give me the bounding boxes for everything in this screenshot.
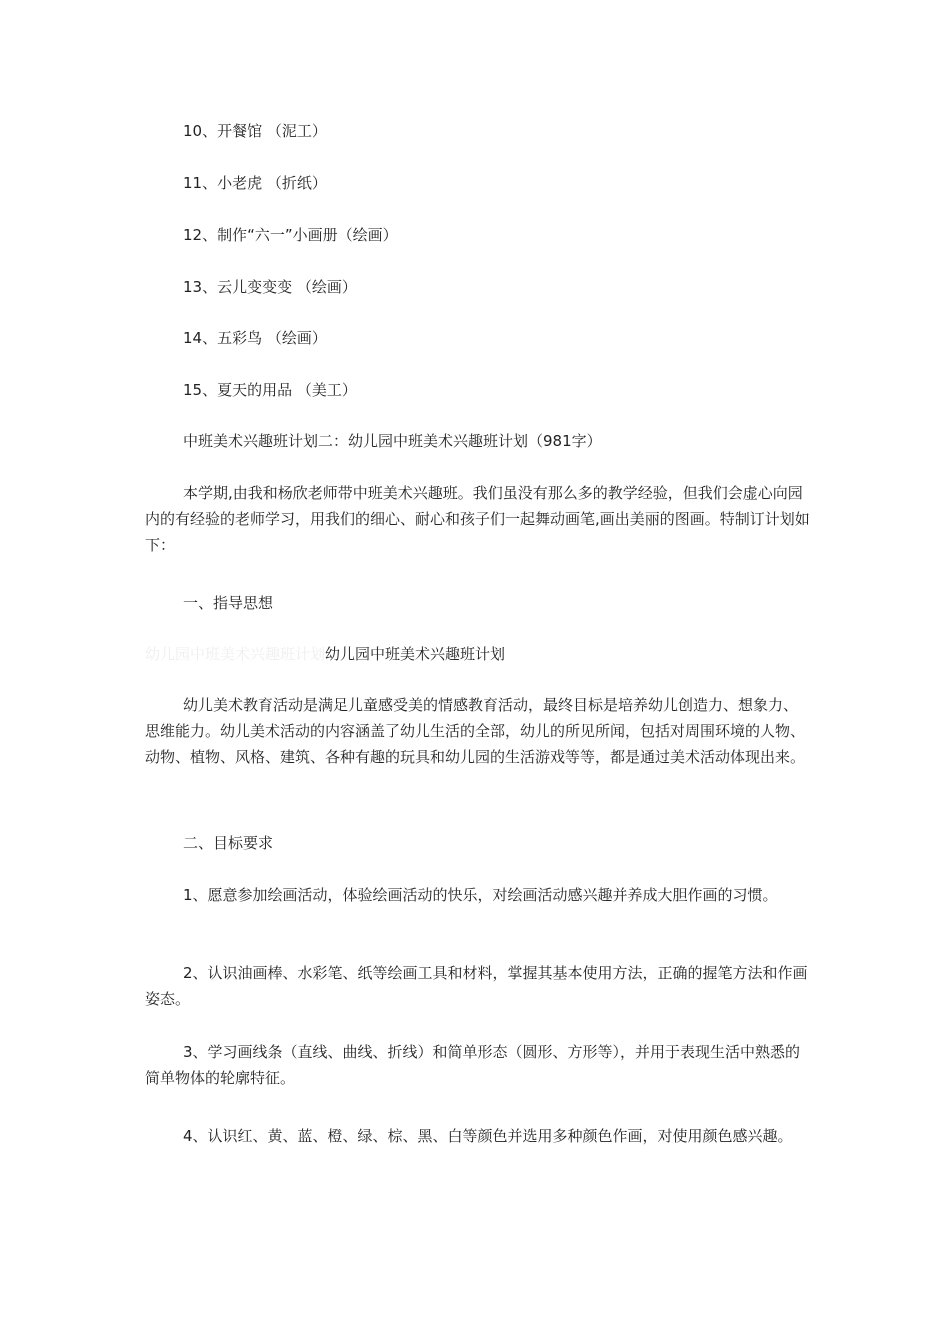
heading-guiding: 一、指导思想 <box>183 594 274 612</box>
list-item: 14、五彩鸟 （绘画） <box>183 329 327 347</box>
heading-goals: 二、目标要求 <box>183 834 274 852</box>
list-item: 15、夏天的用品 （美工） <box>183 381 357 399</box>
goal-item: 4、认识红、黄、蓝、橙、绿、棕、黑、白等颜色并选用多种颜色作画，对使用颜色感兴趣。 <box>183 1127 793 1145</box>
subtitle: 中班美术兴趣班计划二：幼儿园中班美术兴趣班计划（981字） <box>183 432 602 450</box>
faint-title: 幼儿园中班美术兴趣班计划 <box>145 645 326 663</box>
intro-paragraph: 本学期,由我和杨欣老师带中班美术兴趣班。我们虽没有那么多的教学经验，但我们会虚心向园内的有经验的老师学习，用我们的细心、耐心和孩子们一起舞动画笔,画出美丽的图画。特制订计划如下： <box>145 484 810 554</box>
paragraph: 幼儿美术教育活动是满足儿童感受美的情感教育活动，最终目标是培养幼儿创造力、想象力、思维能力。幼儿美术活动的内容涵盖了幼儿生活的全部，幼儿的所见所闻，包括对周围环境的人物、动物、植物、风格、建筑、各种有趣的玩具和幼儿园的生活游戏等等，都是通过美术活动体现出来。 <box>145 696 806 766</box>
list-item: 12、制作“六一”小画册（绘画） <box>183 226 398 244</box>
title-line <box>145 641 810 667</box>
goal-item: 2、认识油画棒、水彩笔、纸等绘画工具和材料，掌握其基本使用方法，正确的握笔方法和作画姿态。 <box>145 964 808 1008</box>
list-item: 13、云儿变变变 （绘画） <box>183 278 357 296</box>
list-item: 10、开餐馆 （泥工） <box>183 122 327 140</box>
doc-title: 幼儿园中班美术兴趣班计划 <box>325 645 506 663</box>
goal-item: 1、愿意参加绘画活动，体验绘画活动的快乐，对绘画活动感兴趣并养成大胆作画的习惯。 <box>183 886 778 904</box>
list-item: 11、小老虎 （折纸） <box>183 174 327 192</box>
goal-item: 3、学习画线条（直线、曲线、折线）和简单形态（圆形、方形等），并用于表现生活中熟悉的简单物体的轮廓特征。 <box>145 1043 801 1087</box>
